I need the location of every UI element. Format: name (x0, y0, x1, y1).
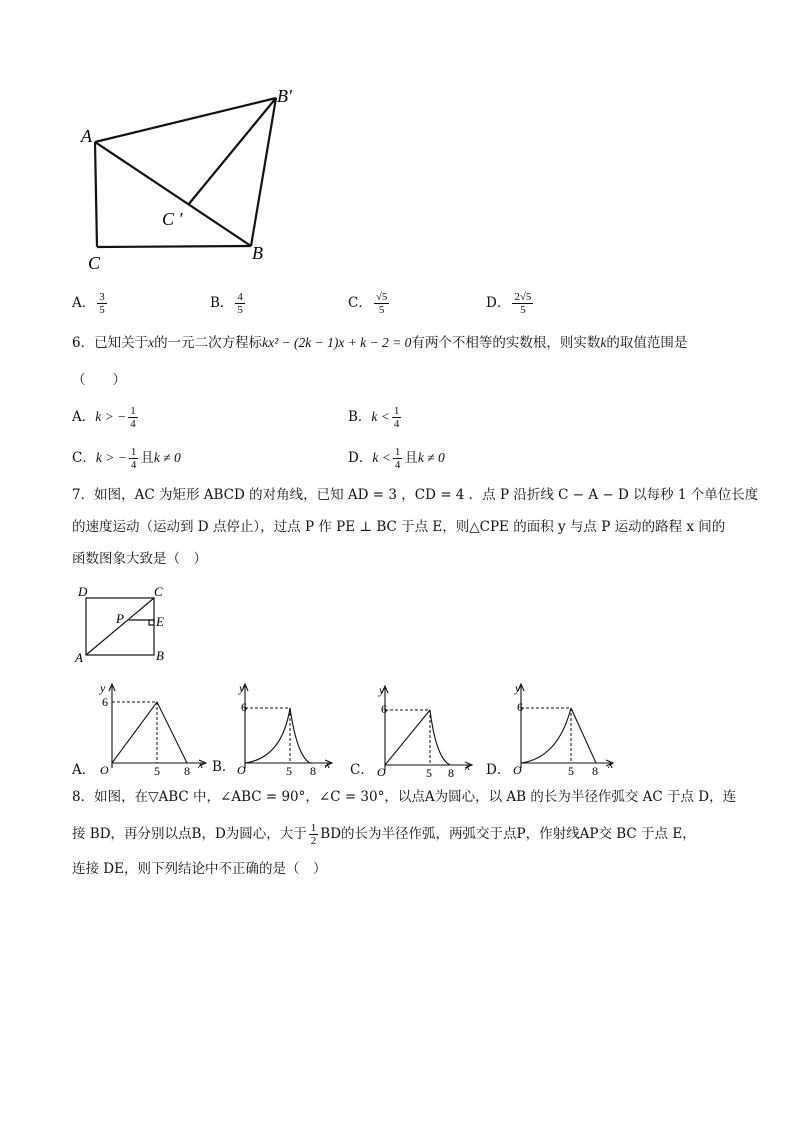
q6-stem-part: 的一元二次方程标 (154, 335, 263, 351)
q7-rectangle-figure (72, 582, 182, 664)
q6-option-a (72, 405, 140, 430)
q7-option-d-label: D． (486, 762, 511, 778)
q5-figure (80, 80, 310, 275)
q8-line-2-part: BD的长为半径作弧，两弧交于点P，作射线AP交 BC 于点 E， (320, 826, 696, 842)
option-letter: A． (72, 409, 96, 425)
q6-answer-paren: （ ） (72, 372, 126, 388)
q7-line-2: 的速度运动（运动到 D 点停止），过点 P 作 PE ⊥ BC 于点 E，则△CPE 的面积 y 与点 P 运动的路程 x 间的 (72, 519, 726, 535)
graph-c-origin: O (377, 765, 386, 779)
fraction (374, 291, 390, 316)
fraction (392, 405, 402, 430)
q5-option-b (210, 291, 247, 316)
graph-d-eight: 8 (592, 764, 598, 778)
option-expression: k < (371, 409, 390, 424)
option-expression: k > − (95, 409, 127, 424)
q7-fig-label-p: P (116, 611, 124, 626)
denominator: 5 (99, 304, 105, 316)
numerator: 4 (237, 291, 243, 303)
denominator: 4 (394, 459, 401, 471)
option-letter: C． (348, 295, 372, 311)
q7-graph-b (230, 678, 350, 778)
fraction (235, 291, 245, 316)
q7-option-a-label: A． (72, 762, 96, 778)
option-letter: D． (348, 450, 373, 466)
q6-stem-part: 6．已知关于 (72, 335, 149, 351)
denominator: 5 (520, 304, 526, 316)
q7-fig-label-a: A (75, 650, 83, 664)
q7-graph-c (370, 680, 490, 780)
option-connector: 且 (140, 450, 154, 466)
graph-c-six: 6 (381, 702, 387, 716)
variable-x: x (148, 335, 155, 350)
q6-option-d (348, 446, 445, 471)
numerator: 1 (393, 405, 400, 417)
q7-fig-label-e: E (156, 614, 164, 629)
fraction (512, 291, 533, 316)
numerator: 3 (99, 291, 105, 303)
graph-c-x-label: x (465, 759, 471, 773)
q6-stem (72, 334, 687, 352)
graph-c-eight: 8 (448, 766, 454, 780)
graph-a-eight: 8 (184, 764, 190, 778)
q6-stem-part: 的取值范围是 (606, 335, 688, 351)
fig5-label-b: B (252, 243, 263, 263)
q5-option-d (486, 291, 535, 316)
fraction (309, 822, 319, 847)
q7-line-3: 函数图象大致是（ ） (72, 551, 207, 567)
q6-stem-part: 有两个不相等的实数根，则实数 (411, 335, 601, 351)
fraction (97, 291, 107, 316)
q8-line-3: 连接 DE，则下列结论中不正确的是（ ） (72, 861, 327, 877)
graph-d-origin: O (513, 763, 522, 777)
q7-fig-label-b: B (156, 648, 164, 663)
numerator: 1 (130, 405, 136, 417)
numerator: 1 (130, 446, 137, 458)
option-letter: B． (348, 409, 372, 425)
graph-b-x-label: x (325, 757, 331, 771)
fig5-label-c: C (88, 253, 101, 273)
q8-line-2 (72, 822, 696, 847)
graph-b-five: 5 (286, 764, 292, 778)
graph-a-five: 5 (154, 764, 160, 778)
fig5-label-a: A (81, 126, 92, 146)
option-letter: C． (72, 450, 96, 466)
graph-d-five: 5 (568, 764, 574, 778)
denominator: 4 (130, 459, 137, 471)
q7-graph-d (506, 678, 626, 778)
option-letter: A． (72, 295, 96, 311)
graph-b-origin: O (237, 763, 246, 777)
graph-d-x-label: x (608, 757, 614, 771)
q7-option-c-label: C． (350, 762, 374, 778)
denominator: 4 (130, 418, 136, 430)
q7-line-1: 7．如图，AC 为矩形 ABCD 的对角线，已知 AD = 3 ，CD = 4 ．点 P 沿折线 C − A − D 以每秒 1 个单位长度 (72, 487, 759, 503)
option-connector: 且 (404, 450, 418, 466)
q8-line-2-part: 接 BD，再分别以点B，D为圆心，大于 (72, 826, 307, 842)
option-condition: k ≠ 0 (153, 450, 181, 465)
graph-d-six: 6 (517, 700, 523, 714)
q5-option-c (348, 291, 391, 316)
q5-option-a (72, 291, 109, 316)
option-expression: k > − (95, 450, 127, 465)
graph-d-y-label: y (515, 681, 521, 695)
q6-option-b (348, 405, 403, 430)
denominator: 5 (378, 304, 385, 316)
graph-c-five: 5 (426, 766, 432, 780)
numerator: 1 (394, 446, 401, 458)
fig5-label-c-prime: C ′ (162, 209, 183, 229)
numerator: 2√5 (514, 291, 532, 303)
denominator: 5 (237, 304, 243, 316)
fig5-label-b-prime: B′ (277, 86, 292, 106)
variable-k: k (600, 335, 607, 350)
option-expression: k < (372, 450, 391, 465)
graph-b-eight: 8 (310, 764, 316, 778)
option-condition: k ≠ 0 (417, 450, 445, 465)
graph-b-six: 6 (241, 700, 247, 714)
q7-fig-label-d: D (78, 584, 88, 599)
denominator: 2 (310, 835, 317, 847)
graph-a-six: 6 (102, 695, 108, 709)
q6-option-c (72, 446, 181, 471)
graph-a-x-label: x (198, 757, 204, 771)
denominator: 4 (393, 418, 400, 430)
q7-graph-a (92, 678, 222, 778)
q6-equation: kx² − (2k − 1)x + k − 2 = 0 (262, 335, 412, 350)
graph-c-y-label: y (379, 683, 385, 697)
graph-a-origin: O (100, 763, 109, 777)
option-letter: B． (210, 295, 234, 311)
graph-b-y-label: y (239, 681, 245, 695)
fraction (393, 446, 403, 471)
q7-option-b-label: B． (212, 759, 236, 775)
option-letter: D． (486, 295, 511, 311)
graph-a-y-label: y (100, 681, 106, 695)
fraction (128, 405, 138, 430)
numerator: √5 (375, 291, 388, 303)
fraction (129, 446, 139, 471)
q8-line-1: 8．如图，在▽ABC 中，∠ABC = 90°，∠C = 30°，以点A为圆心，以 AB 的长为半径作弧交 AC 于点 D，连 (72, 789, 737, 805)
numerator: 1 (310, 822, 317, 834)
q7-fig-label-c: C (154, 584, 163, 599)
